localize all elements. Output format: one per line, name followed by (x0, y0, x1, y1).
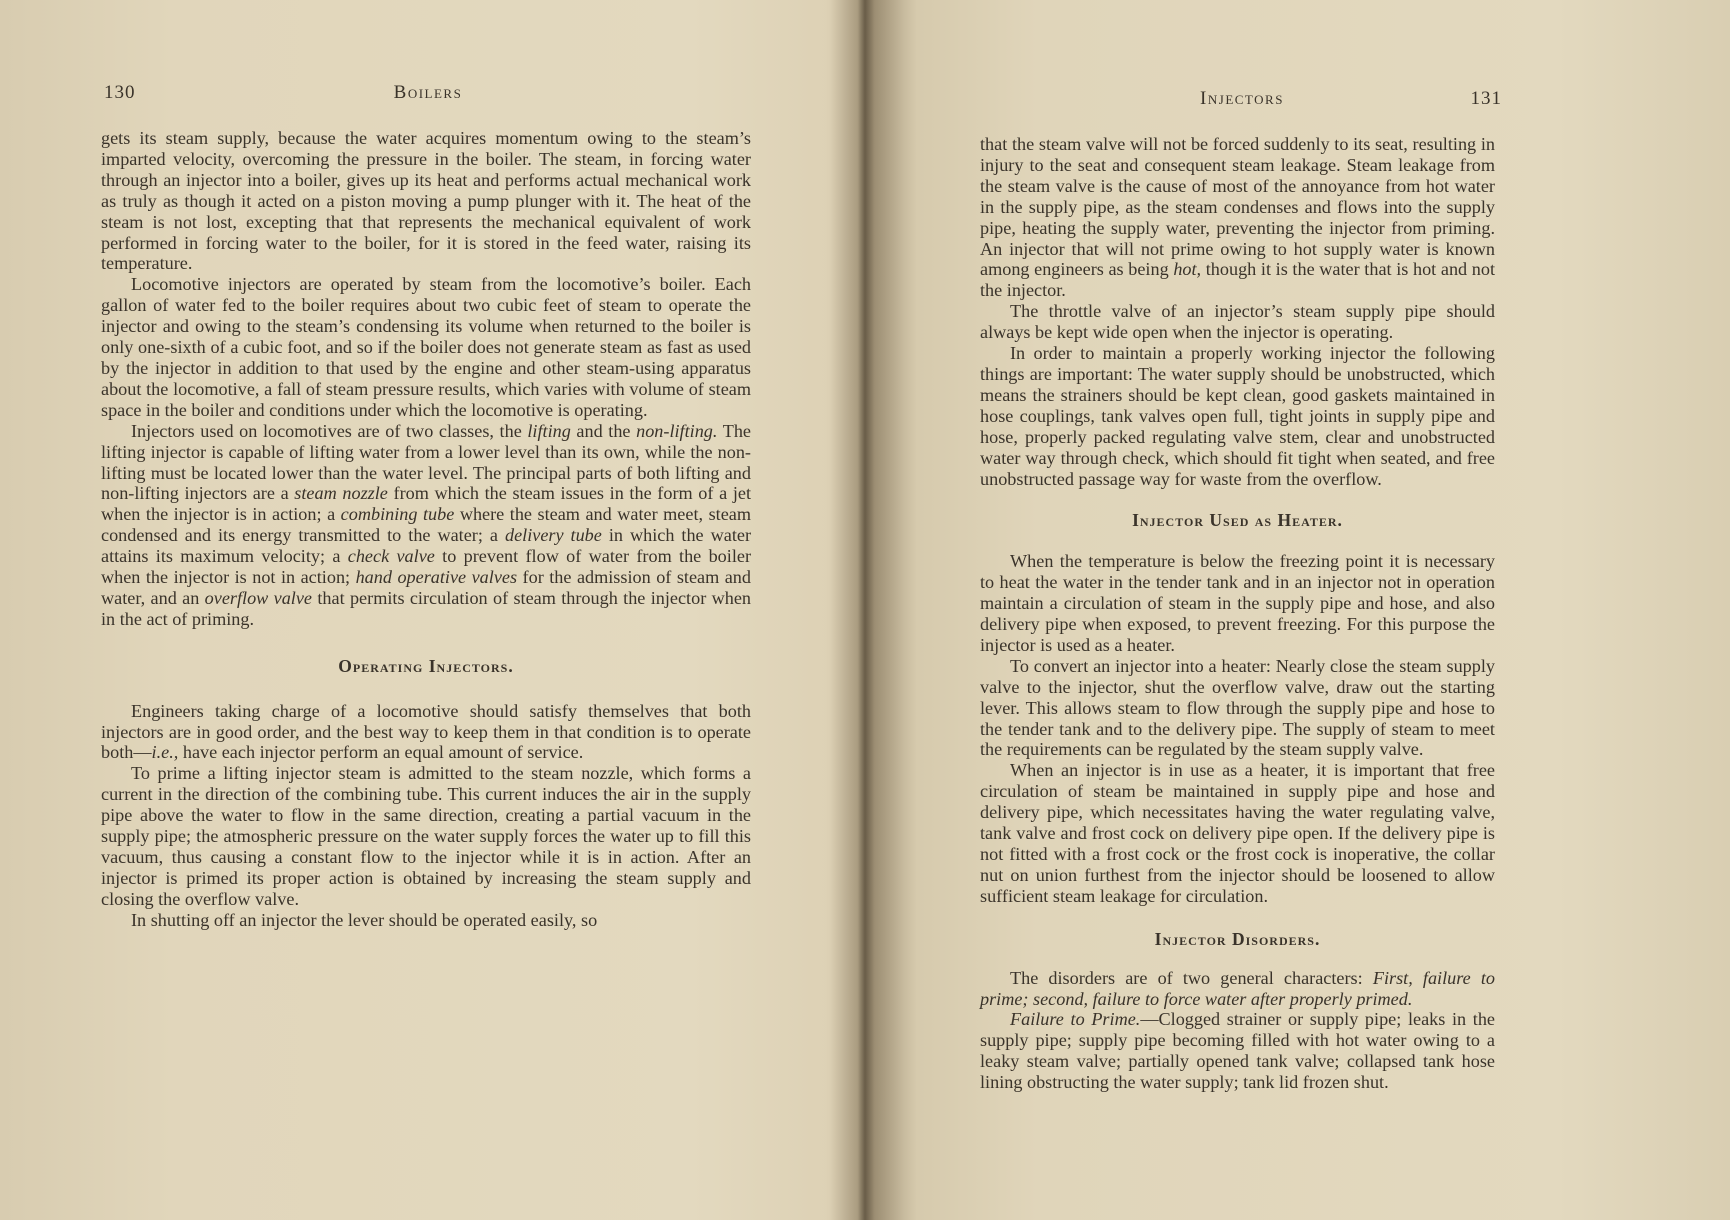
right-paragraph-6: When an injector is in use as a heater, it is important that free circulation of steam be maintained in supply pipe and hose and delivery pipe, which necessitates having the water regulating valve, tank valve and frost cock on delivery pipe open. If the delivery pipe is not fitted with a frost cock or the frost cock is inoperative, the collar nut on union furthest from the injector should be loosened to allow sufficient steam leakage for circulation. (980, 760, 1495, 906)
right-running-head: Injectors (1200, 88, 1284, 109)
left-paragraph-3: Injectors used on locomotives are of two classes, the lifting and the non-lifting. The lifting injector is capable of lifting water from a lower level than its own, while the non-lifting must be located lower than the water level. The principal parts of both lifting and non-lifting injectors are a steam nozzle from which the steam issues in the form of a jet when the injector is in action; a combining tube where the steam and water meet, steam condensed and its energy transmitted to the water; a delivery tube in which the water attains its maximum velocity; a check valve to prevent flow of water from the boiler when the injector is not in action; hand operative valves for the admission of steam and water, and an overflow valve that permits circulation of steam through the injector when in the act of priming. (101, 420, 752, 629)
right-paragraph-4: When the temperature is below the freezing point it is necessary to heat the water in the tender tank and in an injector not in operation maintain a circulation of steam in the supply pipe and hose, and also delivery pipe when exposed, to prevent freezing. For this purpose the injector is used as a heater. (980, 551, 1495, 655)
left-paragraph-1: gets its steam supply, because the water acquires momentum owing to the steam’s imparted velocity, overcoming the pressure in the boiler. The steam, in forcing water through an injector into a boiler, gives up its heat and performs actual mechanical work as truly as though it acted on a piston moving a pump plunger with it. The heat of the steam is not lost, excepting that that represents the mechanical equivalent of work performed in forcing water to the boiler, for it is stored in the feed water, raising its temperature. (101, 128, 751, 274)
right-page (866, 0, 1730, 1220)
right-page-number: 131 (1470, 88, 1502, 109)
section-heading-injector-disorders: Injector Disorders. (1154, 928, 1321, 949)
left-running-head: Boilers (393, 82, 463, 103)
section-heading-operating-injectors: Operating Injectors. (338, 655, 514, 676)
right-page-body (980, 134, 1495, 1093)
right-paragraph-3: In order to maintain a properly working injector the following things are important: The water supply should be unobstructed, which means the strainers should be kept clean, good gaskets maintained in hose couplings, tank valves open full, tight joints in supply pipe and hose, properly packed regulating valve stem, clear and unobstructed water way through check, which should fit tight when seated, and free unobstructed passage way for waste from the overflow. (980, 343, 1495, 489)
left-paragraph-6: In shutting off an injector the lever should be operated easily, so (131, 909, 598, 930)
left-paragraph-4: Engineers taking charge of a locomotive should satisfy themselves that both injectors are in good order, and the best way to keep them in that condition is to operate both—i.e., have each injector perform an equal amount of service. (101, 700, 751, 763)
section-heading-injector-used-as-heater: Injector Used as Heater. (1132, 510, 1343, 531)
left-paragraph-5: To prime a lifting injector steam is admitted to the steam nozzle, which forms a current in the direction of the combining tube. This current induces the air in the supply pipe above the water to flow in the same direction, creating a partial vacuum in the supply pipe; the atmospheric pressure on the water supply forces the water up to fill this vacuum, thus causing a constant flow to the injector while it is in action. After an injector is primed its proper action is obtained by increasing the steam supply and closing the overflow valve. (101, 763, 751, 909)
left-page-number: 130 (104, 82, 136, 103)
right-paragraph-1: that the steam valve will not be forced suddenly to its seat, resulting in injury to the seat and consequent steam leakage. Steam leakage from the steam valve is the cause of most of the annoyance from hot water in the supply pipe, as the steam condenses and flows into the supply pipe, heating the supply water, preventing the injector from priming. An injector that will not prime owing to hot supply water is known among engineers as being hot, though it is the water that is hot and not the injector. (980, 134, 1496, 301)
left-page-body (101, 128, 751, 931)
left-page-header (104, 82, 752, 112)
left-page (0, 0, 862, 1220)
right-paragraph-5: To convert an injector into a heater: Nearly close the steam supply valve to the injector, shut the overflow valve, draw out the starting lever. This allows steam to flow through the supply pipe and hose to the tender tank and to the delivery pipe. The supply of steam to meet the requirements can be regulated by the steam supply valve. (980, 655, 1495, 760)
right-paragraph-7: The disorders are of two general characters: First, failure to prime; second, failure to force water after properly primed. (980, 967, 1495, 1009)
right-page-header (982, 88, 1502, 118)
right-paragraph-2: The throttle valve of an injector’s steam supply pipe should always be kept wide open when the injector is operating. (980, 301, 1495, 343)
right-paragraph-8: Failure to Prime.—Clogged strainer or supply pipe; leaks in the supply pipe; supply pipe becoming filled with hot water owing to a leaky steam valve; partially opened tank valve; collapsed tank hose lining obstructing the water supply; tank lid frozen shut. (980, 1009, 1495, 1093)
left-paragraph-2: Locomotive injectors are operated by steam from the locomotive’s boiler. Each gallon of water fed to the boiler requires about two cubic feet of steam to operate the injector and owing to the steam’s condensing its volume when returned to the boiler is only one-sixth of a cubic foot, and so if the boiler does not generate steam as fast as used by the injector in addition to that used by the engine and other steam-using apparatus about the locomotive, a fall of steam pressure results, which varies with volume of steam space in the boiler and conditions under which the locomotive is operating. (101, 274, 751, 420)
